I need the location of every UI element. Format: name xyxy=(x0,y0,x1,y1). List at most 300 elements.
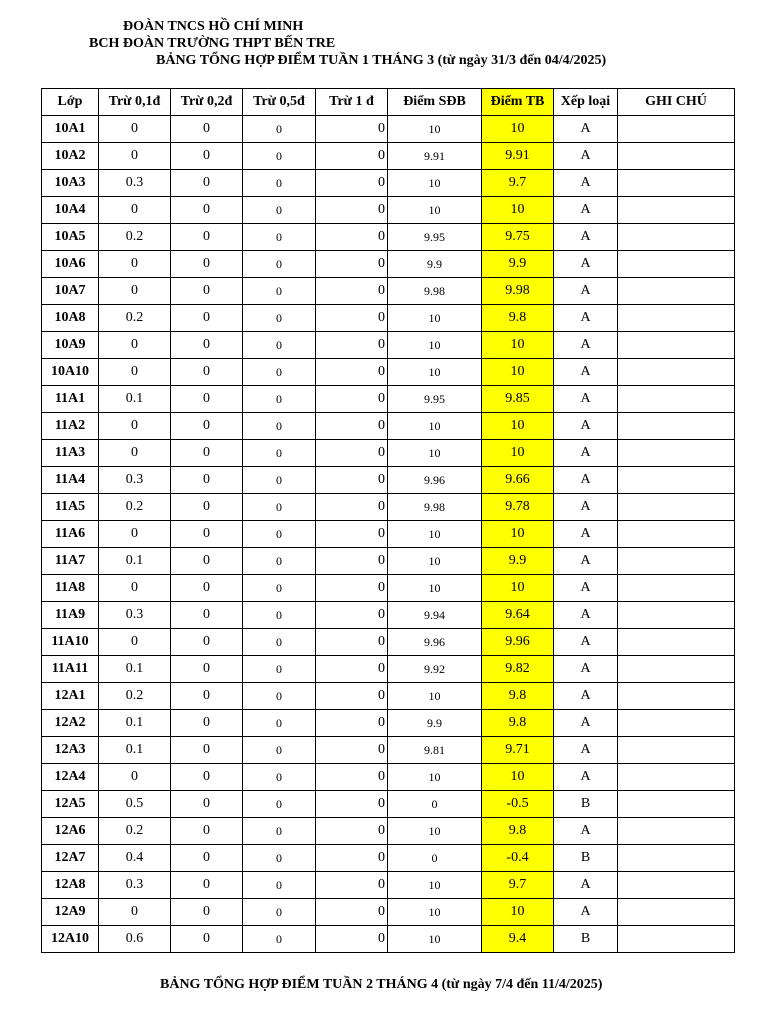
cell-minus-1: 0 xyxy=(316,116,388,143)
cell-sdb-score: 9.95 xyxy=(388,386,482,413)
table-row xyxy=(42,467,735,494)
cell-sdb-score: 9.94 xyxy=(388,602,482,629)
cell-minus-05: 0 xyxy=(243,143,316,170)
cell-notes xyxy=(618,116,735,143)
cell-minus-1: 0 xyxy=(316,656,388,683)
cell-minus-1: 0 xyxy=(316,251,388,278)
cell-rank: A xyxy=(554,224,618,251)
table-row xyxy=(42,656,735,683)
cell-average-score: 10 xyxy=(482,521,554,548)
cell-minus-05: 0 xyxy=(243,710,316,737)
cell-minus-01: 0 xyxy=(99,278,171,305)
table-row xyxy=(42,305,735,332)
cell-minus-02: 0 xyxy=(171,332,243,359)
cell-minus-05: 0 xyxy=(243,494,316,521)
cell-rank: A xyxy=(554,494,618,521)
col-header-minus-02: Trừ 0,2đ xyxy=(171,89,243,116)
cell-minus-02: 0 xyxy=(171,602,243,629)
cell-minus-1: 0 xyxy=(316,683,388,710)
cell-notes xyxy=(618,764,735,791)
cell-rank: A xyxy=(554,467,618,494)
table-row xyxy=(42,116,735,143)
cell-sdb-score: 10 xyxy=(388,413,482,440)
cell-minus-1: 0 xyxy=(316,197,388,224)
table-row xyxy=(42,197,735,224)
cell-average-score: -0.5 xyxy=(482,791,554,818)
cell-rank: A xyxy=(554,197,618,224)
cell-minus-02: 0 xyxy=(171,710,243,737)
cell-class: 11A2 xyxy=(42,413,99,440)
cell-minus-1: 0 xyxy=(316,278,388,305)
cell-minus-02: 0 xyxy=(171,764,243,791)
cell-class: 11A4 xyxy=(42,467,99,494)
cell-notes xyxy=(618,548,735,575)
cell-rank: A xyxy=(554,818,618,845)
cell-sdb-score: 9.95 xyxy=(388,224,482,251)
cell-minus-01: 0 xyxy=(99,575,171,602)
cell-minus-02: 0 xyxy=(171,413,243,440)
table-row xyxy=(42,143,735,170)
cell-notes xyxy=(618,737,735,764)
cell-sdb-score: 0 xyxy=(388,791,482,818)
cell-average-score: 9.66 xyxy=(482,467,554,494)
cell-average-score: 9.4 xyxy=(482,926,554,953)
col-header-notes: GHI CHÚ xyxy=(618,89,735,116)
cell-minus-05: 0 xyxy=(243,467,316,494)
table-row xyxy=(42,791,735,818)
cell-average-score: 9.8 xyxy=(482,818,554,845)
cell-class: 10A10 xyxy=(42,359,99,386)
cell-average-score: 9.75 xyxy=(482,224,554,251)
cell-notes xyxy=(618,845,735,872)
cell-sdb-score: 10 xyxy=(388,818,482,845)
cell-minus-01: 0 xyxy=(99,251,171,278)
table-row xyxy=(42,845,735,872)
cell-notes xyxy=(618,899,735,926)
cell-average-score: 9.78 xyxy=(482,494,554,521)
cell-class: 12A1 xyxy=(42,683,99,710)
cell-minus-01: 0 xyxy=(99,764,171,791)
cell-average-score: 9.96 xyxy=(482,629,554,656)
cell-minus-1: 0 xyxy=(316,143,388,170)
cell-minus-1: 0 xyxy=(316,521,388,548)
cell-notes xyxy=(618,872,735,899)
cell-sdb-score: 10 xyxy=(388,548,482,575)
table-row xyxy=(42,332,735,359)
cell-minus-05: 0 xyxy=(243,926,316,953)
cell-minus-1: 0 xyxy=(316,170,388,197)
cell-minus-05: 0 xyxy=(243,872,316,899)
cell-rank: A xyxy=(554,899,618,926)
cell-rank: A xyxy=(554,548,618,575)
cell-class: 10A2 xyxy=(42,143,99,170)
table-row xyxy=(42,818,735,845)
cell-minus-05: 0 xyxy=(243,386,316,413)
table-row xyxy=(42,170,735,197)
cell-rank: A xyxy=(554,413,618,440)
cell-average-score: 9.85 xyxy=(482,386,554,413)
cell-rank: A xyxy=(554,386,618,413)
cell-minus-01: 0 xyxy=(99,116,171,143)
cell-rank: A xyxy=(554,251,618,278)
table-row xyxy=(42,386,735,413)
cell-notes xyxy=(618,413,735,440)
cell-minus-05: 0 xyxy=(243,629,316,656)
cell-sdb-score: 9.9 xyxy=(388,251,482,278)
cell-notes xyxy=(618,602,735,629)
cell-average-score: 9.91 xyxy=(482,143,554,170)
cell-class: 10A9 xyxy=(42,332,99,359)
cell-minus-01: 0 xyxy=(99,899,171,926)
cell-class: 11A9 xyxy=(42,602,99,629)
cell-minus-01: 0.6 xyxy=(99,926,171,953)
next-week-title: BẢNG TỔNG HỢP ĐIỂM TUẦN 2 THÁNG 4 (từ ngày 7/4 đến 11/4/2025) xyxy=(160,977,603,992)
table-row xyxy=(42,602,735,629)
cell-notes xyxy=(618,791,735,818)
cell-minus-02: 0 xyxy=(171,818,243,845)
table-row xyxy=(42,494,735,521)
cell-sdb-score: 10 xyxy=(388,764,482,791)
cell-notes xyxy=(618,629,735,656)
table-row xyxy=(42,926,735,953)
cell-sdb-score: 0 xyxy=(388,845,482,872)
cell-minus-1: 0 xyxy=(316,602,388,629)
cell-minus-01: 0.5 xyxy=(99,791,171,818)
cell-rank: A xyxy=(554,332,618,359)
cell-minus-02: 0 xyxy=(171,278,243,305)
cell-average-score: 10 xyxy=(482,332,554,359)
cell-minus-1: 0 xyxy=(316,413,388,440)
cell-minus-1: 0 xyxy=(316,872,388,899)
cell-sdb-score: 10 xyxy=(388,926,482,953)
cell-minus-1: 0 xyxy=(316,305,388,332)
cell-notes xyxy=(618,683,735,710)
table-row xyxy=(42,872,735,899)
cell-minus-01: 0.2 xyxy=(99,305,171,332)
cell-minus-1: 0 xyxy=(316,791,388,818)
cell-minus-1: 0 xyxy=(316,440,388,467)
cell-minus-01: 0 xyxy=(99,143,171,170)
table-row xyxy=(42,521,735,548)
cell-minus-01: 0.2 xyxy=(99,683,171,710)
cell-rank: A xyxy=(554,710,618,737)
cell-minus-01: 0.3 xyxy=(99,170,171,197)
cell-minus-02: 0 xyxy=(171,467,243,494)
cell-class: 10A6 xyxy=(42,251,99,278)
cell-minus-1: 0 xyxy=(316,629,388,656)
cell-rank: A xyxy=(554,683,618,710)
cell-notes xyxy=(618,251,735,278)
cell-rank: A xyxy=(554,143,618,170)
cell-class: 10A1 xyxy=(42,116,99,143)
table-row xyxy=(42,413,735,440)
cell-notes xyxy=(618,467,735,494)
cell-average-score: 10 xyxy=(482,575,554,602)
table-row xyxy=(42,548,735,575)
cell-minus-02: 0 xyxy=(171,926,243,953)
cell-minus-02: 0 xyxy=(171,548,243,575)
cell-sdb-score: 10 xyxy=(388,683,482,710)
cell-average-score: 10 xyxy=(482,899,554,926)
cell-minus-02: 0 xyxy=(171,116,243,143)
table-row xyxy=(42,710,735,737)
cell-minus-05: 0 xyxy=(243,332,316,359)
cell-minus-1: 0 xyxy=(316,737,388,764)
cell-minus-01: 0.2 xyxy=(99,818,171,845)
cell-notes xyxy=(618,575,735,602)
table-row xyxy=(42,440,735,467)
col-header-minus-1: Trừ 1 đ xyxy=(316,89,388,116)
table-row xyxy=(42,629,735,656)
cell-minus-05: 0 xyxy=(243,899,316,926)
cell-average-score: -0.4 xyxy=(482,845,554,872)
cell-minus-01: 0 xyxy=(99,359,171,386)
score-table xyxy=(41,88,735,953)
cell-class: 12A10 xyxy=(42,926,99,953)
cell-average-score: 9.9 xyxy=(482,548,554,575)
cell-class: 12A8 xyxy=(42,872,99,899)
cell-notes xyxy=(618,278,735,305)
cell-notes xyxy=(618,710,735,737)
cell-minus-05: 0 xyxy=(243,359,316,386)
cell-class: 11A6 xyxy=(42,521,99,548)
cell-minus-05: 0 xyxy=(243,278,316,305)
cell-rank: A xyxy=(554,656,618,683)
cell-minus-02: 0 xyxy=(171,791,243,818)
cell-sdb-score: 9.81 xyxy=(388,737,482,764)
cell-minus-02: 0 xyxy=(171,170,243,197)
cell-minus-1: 0 xyxy=(316,818,388,845)
cell-minus-02: 0 xyxy=(171,683,243,710)
cell-average-score: 9.64 xyxy=(482,602,554,629)
cell-rank: A xyxy=(554,575,618,602)
cell-minus-02: 0 xyxy=(171,251,243,278)
cell-notes xyxy=(618,305,735,332)
cell-notes xyxy=(618,197,735,224)
cell-minus-05: 0 xyxy=(243,575,316,602)
cell-sdb-score: 10 xyxy=(388,197,482,224)
cell-minus-02: 0 xyxy=(171,143,243,170)
cell-minus-05: 0 xyxy=(243,116,316,143)
cell-rank: A xyxy=(554,170,618,197)
cell-minus-02: 0 xyxy=(171,575,243,602)
col-header-average-score: Điểm TB xyxy=(482,89,554,116)
cell-minus-01: 0 xyxy=(99,440,171,467)
cell-average-score: 10 xyxy=(482,440,554,467)
cell-class: 10A4 xyxy=(42,197,99,224)
cell-minus-05: 0 xyxy=(243,251,316,278)
cell-minus-1: 0 xyxy=(316,548,388,575)
cell-minus-05: 0 xyxy=(243,845,316,872)
cell-minus-05: 0 xyxy=(243,224,316,251)
cell-minus-05: 0 xyxy=(243,791,316,818)
cell-minus-1: 0 xyxy=(316,926,388,953)
table-row xyxy=(42,575,735,602)
cell-minus-01: 0.1 xyxy=(99,656,171,683)
cell-minus-02: 0 xyxy=(171,899,243,926)
table-row xyxy=(42,683,735,710)
cell-sdb-score: 10 xyxy=(388,332,482,359)
table-header-row xyxy=(42,89,735,116)
cell-sdb-score: 9.98 xyxy=(388,494,482,521)
cell-average-score: 10 xyxy=(482,764,554,791)
cell-minus-01: 0 xyxy=(99,332,171,359)
cell-minus-01: 0 xyxy=(99,197,171,224)
cell-rank: A xyxy=(554,872,618,899)
cell-sdb-score: 10 xyxy=(388,521,482,548)
cell-notes xyxy=(618,926,735,953)
cell-minus-1: 0 xyxy=(316,575,388,602)
cell-class: 12A7 xyxy=(42,845,99,872)
table-row xyxy=(42,737,735,764)
cell-class: 11A11 xyxy=(42,656,99,683)
cell-minus-05: 0 xyxy=(243,764,316,791)
cell-notes xyxy=(618,494,735,521)
cell-sdb-score: 9.91 xyxy=(388,143,482,170)
col-header-rank: Xếp loại xyxy=(554,89,618,116)
cell-minus-01: 0.1 xyxy=(99,548,171,575)
table-row xyxy=(42,224,735,251)
cell-minus-1: 0 xyxy=(316,764,388,791)
cell-minus-05: 0 xyxy=(243,440,316,467)
cell-minus-05: 0 xyxy=(243,170,316,197)
cell-rank: A xyxy=(554,764,618,791)
cell-minus-01: 0.1 xyxy=(99,386,171,413)
cell-notes xyxy=(618,440,735,467)
cell-minus-1: 0 xyxy=(316,224,388,251)
cell-minus-02: 0 xyxy=(171,359,243,386)
cell-minus-02: 0 xyxy=(171,521,243,548)
cell-minus-02: 0 xyxy=(171,224,243,251)
cell-class: 11A5 xyxy=(42,494,99,521)
table-row xyxy=(42,359,735,386)
cell-rank: A xyxy=(554,359,618,386)
cell-rank: A xyxy=(554,737,618,764)
cell-class: 11A8 xyxy=(42,575,99,602)
cell-average-score: 9.9 xyxy=(482,251,554,278)
cell-minus-01: 0.3 xyxy=(99,872,171,899)
cell-minus-02: 0 xyxy=(171,872,243,899)
cell-average-score: 9.8 xyxy=(482,683,554,710)
cell-rank: A xyxy=(554,521,618,548)
col-header-class: Lớp xyxy=(42,89,99,116)
cell-minus-1: 0 xyxy=(316,332,388,359)
cell-class: 10A5 xyxy=(42,224,99,251)
cell-minus-1: 0 xyxy=(316,494,388,521)
cell-notes xyxy=(618,656,735,683)
cell-average-score: 10 xyxy=(482,197,554,224)
cell-sdb-score: 10 xyxy=(388,872,482,899)
cell-minus-05: 0 xyxy=(243,737,316,764)
cell-class: 12A5 xyxy=(42,791,99,818)
cell-minus-05: 0 xyxy=(243,656,316,683)
cell-class: 11A7 xyxy=(42,548,99,575)
cell-minus-05: 0 xyxy=(243,602,316,629)
cell-notes xyxy=(618,818,735,845)
page-title: BẢNG TỔNG HỢP ĐIỂM TUẦN 1 THÁNG 3 (từ ngày 31/3 đến 04/4/2025) xyxy=(156,53,607,68)
cell-minus-05: 0 xyxy=(243,305,316,332)
cell-minus-02: 0 xyxy=(171,197,243,224)
cell-average-score: 10 xyxy=(482,359,554,386)
cell-minus-1: 0 xyxy=(316,845,388,872)
cell-notes xyxy=(618,143,735,170)
cell-sdb-score: 9.98 xyxy=(388,278,482,305)
col-header-minus-01: Trừ 0,1đ xyxy=(99,89,171,116)
cell-rank: A xyxy=(554,116,618,143)
cell-minus-02: 0 xyxy=(171,440,243,467)
cell-sdb-score: 10 xyxy=(388,899,482,926)
cell-class: 10A7 xyxy=(42,278,99,305)
table-row xyxy=(42,278,735,305)
cell-minus-01: 0.3 xyxy=(99,602,171,629)
cell-sdb-score: 10 xyxy=(388,359,482,386)
cell-rank: A xyxy=(554,629,618,656)
cell-minus-1: 0 xyxy=(316,710,388,737)
cell-notes xyxy=(618,170,735,197)
cell-rank: A xyxy=(554,305,618,332)
cell-average-score: 9.7 xyxy=(482,170,554,197)
cell-class: 12A4 xyxy=(42,764,99,791)
cell-minus-01: 0.4 xyxy=(99,845,171,872)
cell-average-score: 9.98 xyxy=(482,278,554,305)
cell-average-score: 9.7 xyxy=(482,872,554,899)
cell-class: 11A3 xyxy=(42,440,99,467)
cell-minus-01: 0.3 xyxy=(99,467,171,494)
committee-name: BCH ĐOÀN TRƯỜNG THPT BẾN TRE xyxy=(89,36,336,51)
cell-minus-01: 0.2 xyxy=(99,224,171,251)
cell-minus-01: 0.1 xyxy=(99,737,171,764)
cell-notes xyxy=(618,224,735,251)
cell-class: 10A3 xyxy=(42,170,99,197)
cell-sdb-score: 9.92 xyxy=(388,656,482,683)
cell-sdb-score: 9.96 xyxy=(388,629,482,656)
cell-minus-02: 0 xyxy=(171,629,243,656)
cell-average-score: 10 xyxy=(482,413,554,440)
cell-notes xyxy=(618,359,735,386)
cell-sdb-score: 10 xyxy=(388,440,482,467)
cell-class: 12A2 xyxy=(42,710,99,737)
cell-minus-05: 0 xyxy=(243,197,316,224)
cell-minus-02: 0 xyxy=(171,305,243,332)
cell-minus-1: 0 xyxy=(316,386,388,413)
cell-minus-02: 0 xyxy=(171,494,243,521)
cell-class: 12A6 xyxy=(42,818,99,845)
cell-sdb-score: 10 xyxy=(388,116,482,143)
cell-rank: B xyxy=(554,791,618,818)
cell-rank: B xyxy=(554,845,618,872)
organization-name: ĐOÀN TNCS HỒ CHÍ MINH xyxy=(123,19,304,34)
cell-minus-05: 0 xyxy=(243,683,316,710)
cell-rank: A xyxy=(554,602,618,629)
cell-minus-01: 0 xyxy=(99,521,171,548)
cell-minus-01: 0 xyxy=(99,629,171,656)
col-header-sdb-score: Điểm SĐB xyxy=(388,89,482,116)
cell-class: 12A9 xyxy=(42,899,99,926)
cell-sdb-score: 10 xyxy=(388,305,482,332)
cell-average-score: 9.8 xyxy=(482,710,554,737)
cell-average-score: 10 xyxy=(482,116,554,143)
cell-notes xyxy=(618,521,735,548)
table-row xyxy=(42,251,735,278)
cell-class: 11A10 xyxy=(42,629,99,656)
cell-sdb-score: 9.96 xyxy=(388,467,482,494)
cell-sdb-score: 9.9 xyxy=(388,710,482,737)
cell-minus-02: 0 xyxy=(171,845,243,872)
cell-class: 10A8 xyxy=(42,305,99,332)
cell-rank: B xyxy=(554,926,618,953)
cell-minus-05: 0 xyxy=(243,818,316,845)
cell-minus-02: 0 xyxy=(171,737,243,764)
